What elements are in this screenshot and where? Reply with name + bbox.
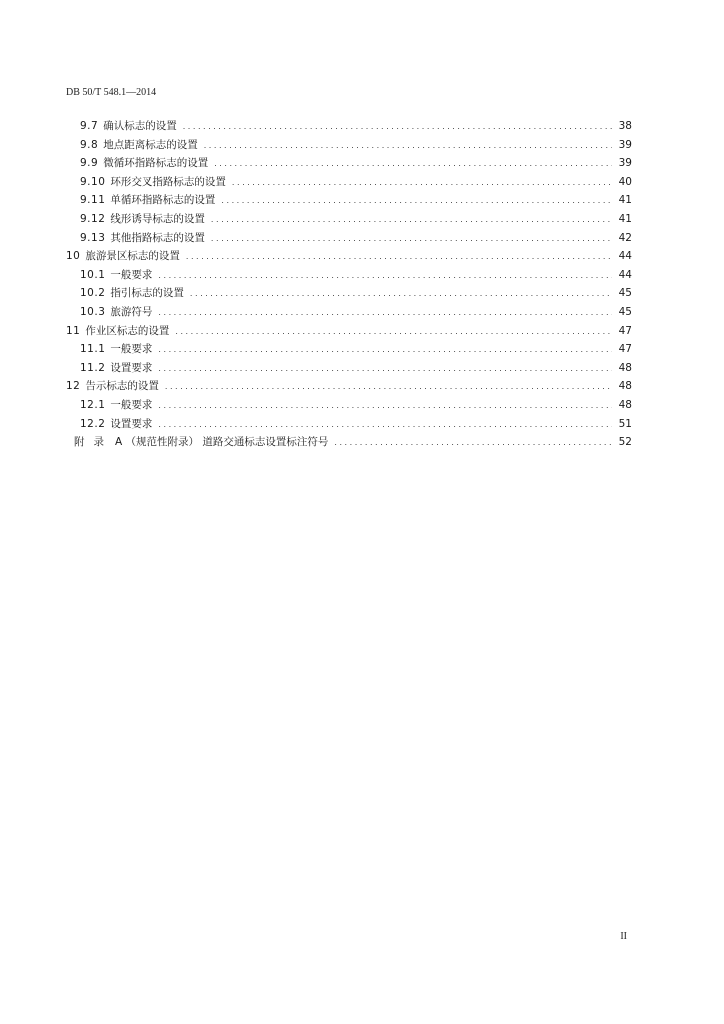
toc-entry-page: 47 [618,324,632,337]
toc-entry[interactable] [66,322,632,341]
toc-entry-number: 10.2 [80,287,106,300]
toc-entry[interactable] [66,340,632,359]
toc-entry-title: 单循环指路标志的设置 [110,194,216,207]
toc-dot-leader [221,192,612,211]
toc-entry-page: 51 [618,417,632,430]
toc-entry-number: 附录 [74,436,113,449]
toc-entry-page: 40 [618,175,632,188]
toc-dot-leader [211,211,612,230]
toc-entry-number: 12.1 [80,398,106,411]
toc-entry-number: 10.1 [80,268,106,281]
toc-dot-leader [158,267,612,286]
toc-entry-page: 48 [618,380,632,393]
toc-entry-page: 44 [618,250,632,263]
toc-entry-number: 9.8 [80,138,99,151]
toc-entry-title: 一般要求 [110,268,153,281]
toc-dot-leader [158,360,612,379]
toc-entry-title: 旅游景区标志的设置 [85,250,180,263]
toc-dot-leader [183,118,612,137]
toc-entry-number: 11.1 [80,343,106,356]
toc-entry-page: 39 [618,138,632,151]
document-standard-code: DB 50/T 548.1—2014 [66,87,157,98]
toc-entry-number: 10 [66,250,81,263]
toc-entry[interactable] [66,229,632,248]
toc-entry[interactable] [66,173,632,192]
toc-entry-page: 47 [618,343,632,356]
toc-entry[interactable] [66,377,632,396]
toc-dot-leader [158,397,612,416]
toc-dot-leader [190,285,612,304]
toc-entry[interactable] [66,154,632,173]
toc-entry-title: 一般要求 [110,398,153,411]
toc-entry-page: 42 [618,231,632,244]
toc-entry[interactable] [66,210,632,229]
toc-entry[interactable] [66,415,632,434]
toc-entry-title: 作业区标志的设置 [85,324,170,337]
toc-entry-page: 45 [618,287,632,300]
toc-entry-number: 9.12 [80,212,106,225]
toc-dot-leader [232,174,612,193]
toc-entry-page: 38 [618,120,632,132]
toc-entry-number: 11.2 [80,361,106,374]
toc-dot-leader [158,416,612,435]
toc-entry-title: A （规范性附录） 道路交通标志设置标注符号 [115,436,329,449]
toc-entry-number: 9.10 [80,175,106,188]
toc-entry-page: 45 [618,305,632,318]
toc-entry-title: 设置要求 [110,361,153,374]
page-number: II [620,931,627,942]
toc-entry-number: 9.7 [80,120,99,132]
toc-entry[interactable] [66,284,632,303]
toc-entry-title: 一般要求 [110,343,153,356]
toc-entry[interactable] [66,117,632,136]
toc-entry[interactable] [66,247,632,266]
table-of-contents [66,117,632,452]
toc-entry-number: 9.13 [80,231,106,244]
toc-entry-number: 9.11 [80,194,106,207]
toc-entry-title: 环形交叉指路标志的设置 [110,175,226,188]
toc-entry-page: 39 [618,157,632,170]
toc-dot-leader [158,341,612,360]
toc-entry-number: 9.9 [80,157,99,170]
toc-entry-title: 告示标志的设置 [85,380,159,393]
toc-entry-page: 44 [618,268,632,281]
toc-entry-title: 旅游符号 [110,305,153,318]
toc-dot-leader [158,304,612,323]
toc-dot-leader [334,434,612,453]
toc-entry-number: 12 [66,380,81,393]
toc-entry[interactable] [66,266,632,285]
toc-entry-title: 线形诱导标志的设置 [110,212,205,225]
toc-entry-title: 指引标志的设置 [110,287,184,300]
toc-entry[interactable] [66,303,632,322]
toc-dot-leader [214,155,612,174]
toc-entry-number: 11 [66,324,81,337]
toc-entry-page: 48 [618,361,632,374]
toc-entry-number: 12.2 [80,417,106,430]
toc-dot-leader [175,323,612,342]
toc-entry-title: 微循环指路标志的设置 [103,157,209,170]
toc-entry-title: 确认标志的设置 [103,120,177,132]
toc-entry[interactable] [66,396,632,415]
toc-dot-leader [211,230,612,249]
toc-entry-title: 设置要求 [110,417,153,430]
toc-entry-appendix[interactable] [66,433,632,452]
toc-entry[interactable] [66,191,632,210]
toc-dot-leader [186,248,612,267]
toc-entry-page: 41 [618,212,632,225]
toc-entry-page: 48 [618,398,632,411]
toc-entry-page: 52 [618,436,632,449]
toc-entry[interactable] [66,359,632,378]
toc-entry-number: 10.3 [80,305,106,318]
toc-dot-leader [165,378,612,397]
toc-dot-leader [204,137,612,156]
toc-entry-title: 其他指路标志的设置 [110,231,205,244]
toc-entry-title: 地点距离标志的设置 [103,138,198,151]
toc-entry-page: 41 [618,194,632,207]
toc-entry[interactable] [66,136,632,155]
